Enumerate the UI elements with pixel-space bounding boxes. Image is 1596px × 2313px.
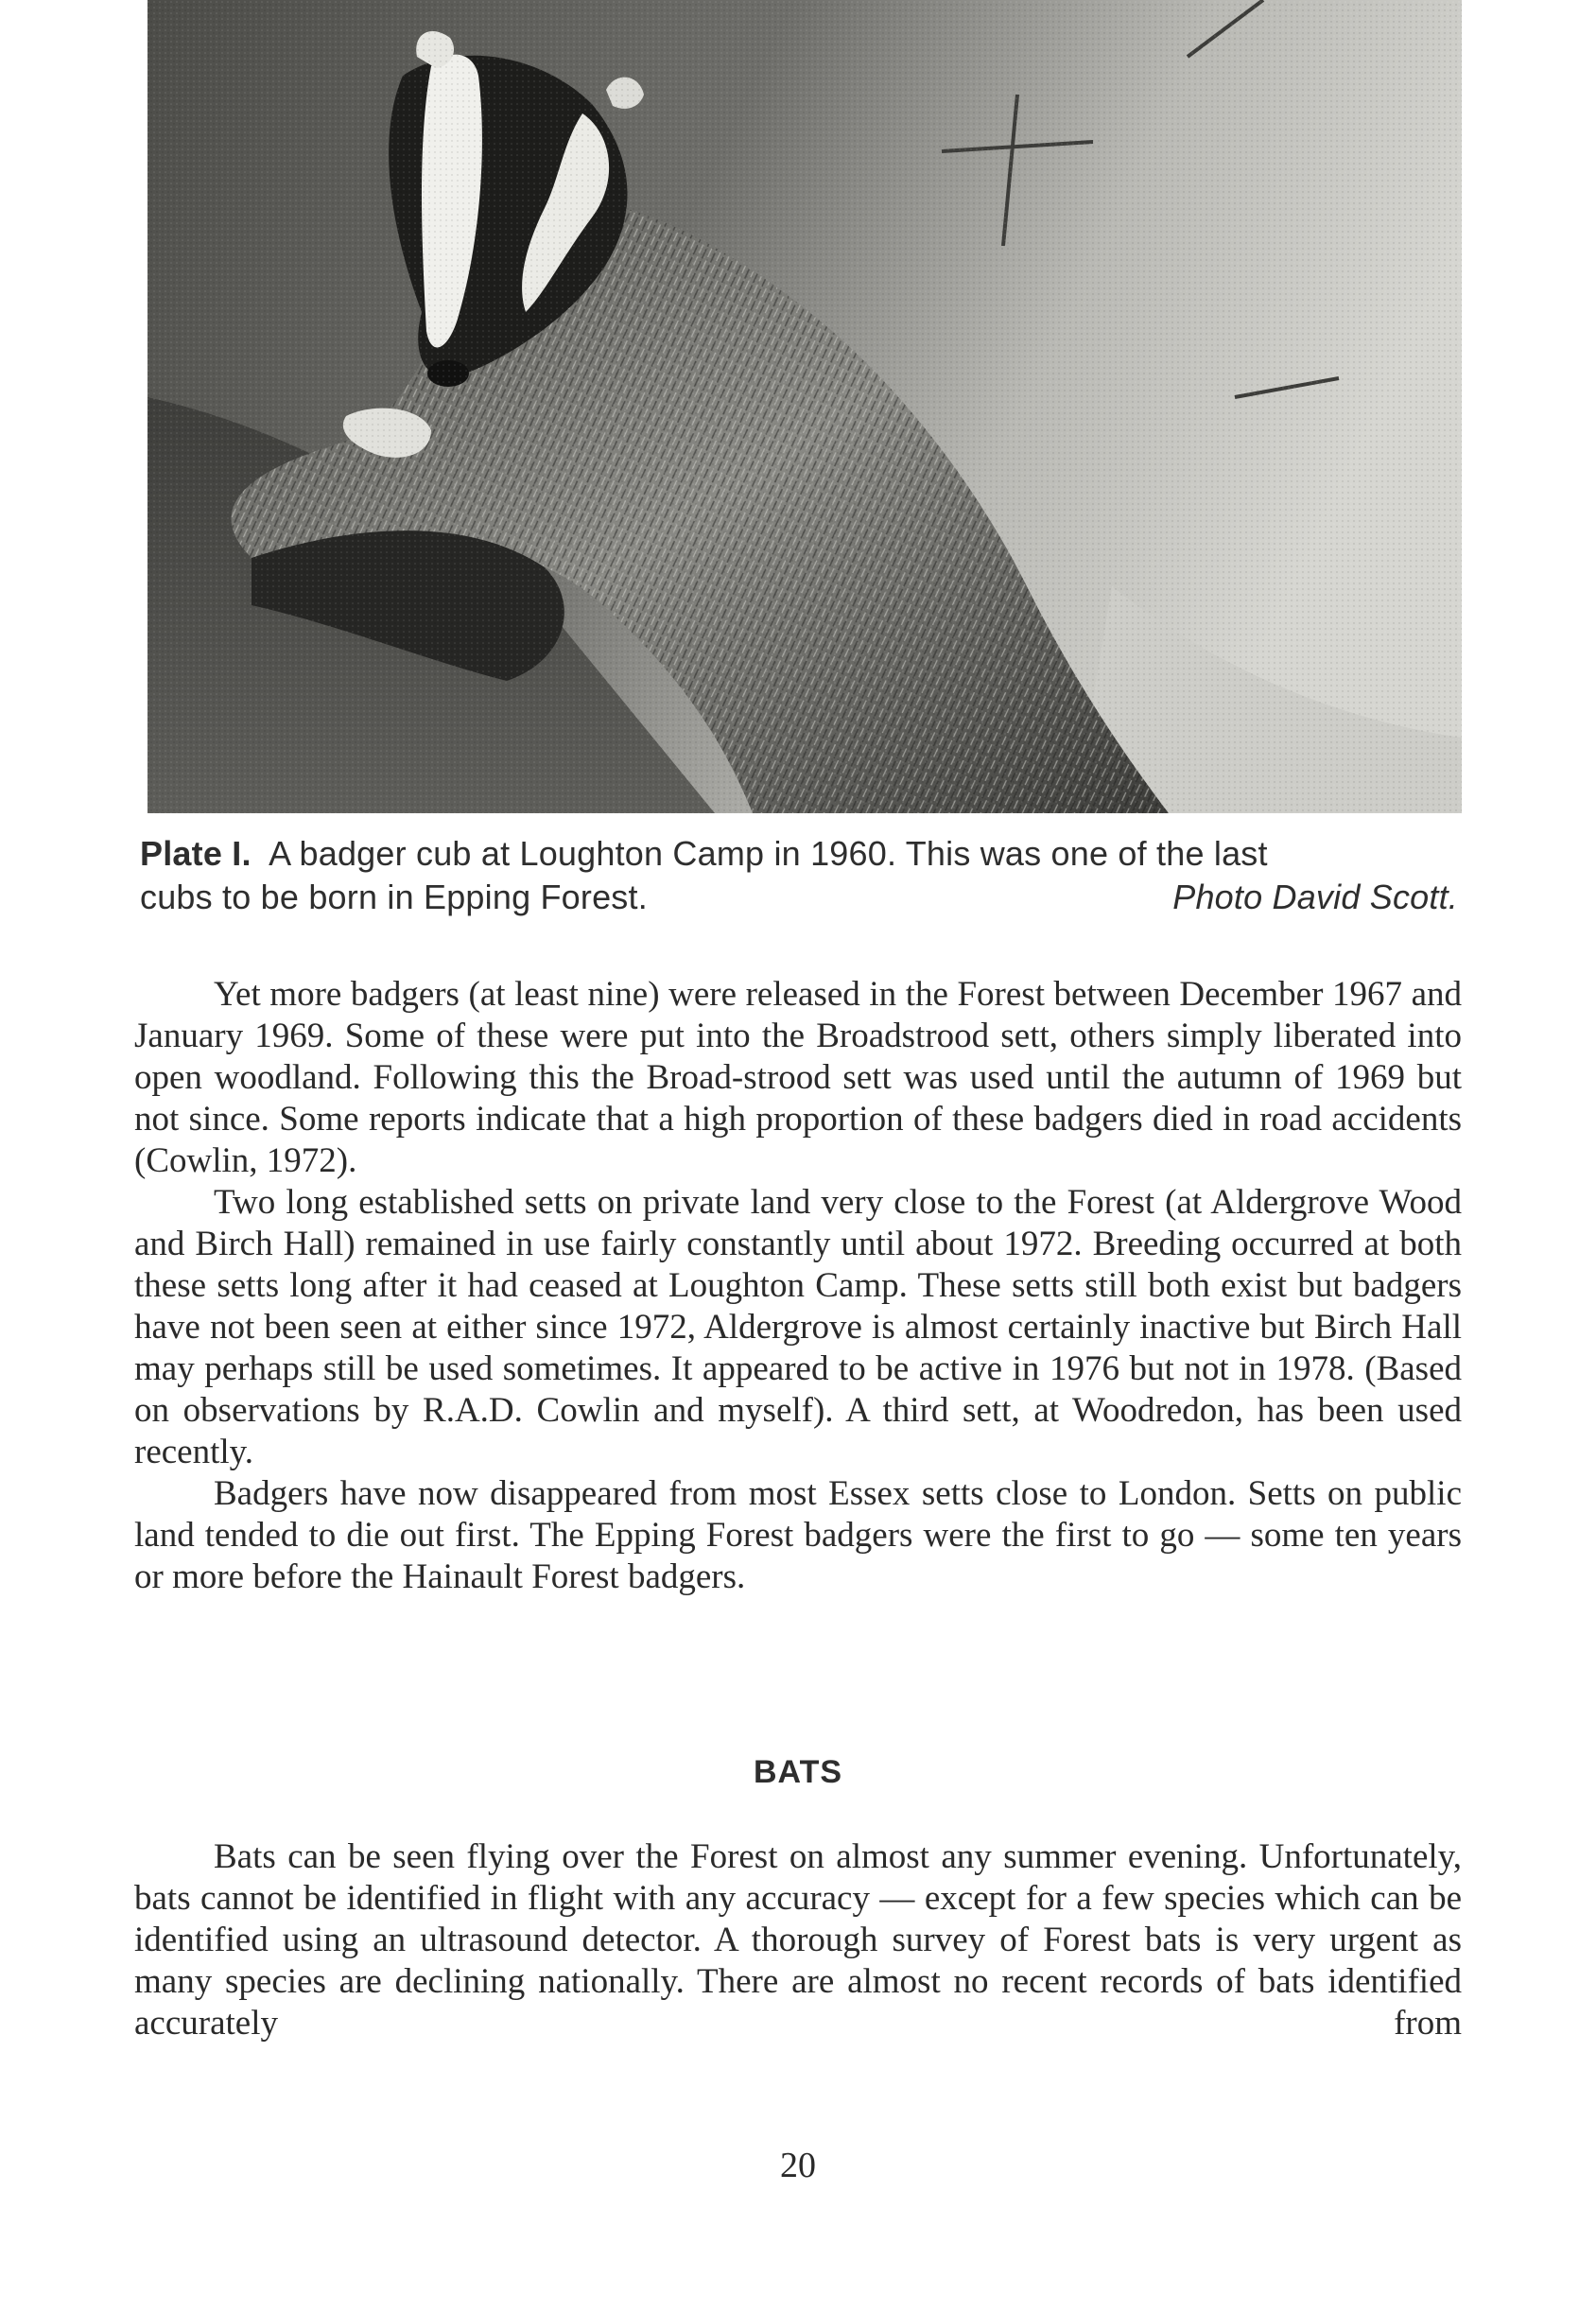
plate-label: Plate I. [140, 834, 252, 873]
badger-cub-photo [147, 0, 1462, 813]
caption-text-2: cubs to be born in Epping Forest. [140, 878, 648, 916]
paragraph: Yet more badgers (at least nine) were released in the Forest between December 1967 and January 1969. Some of these were put into the Broadstrood sett, others simply liberated into open woodland. Following this the Broad-strood sett was used until the autumn of 1969 but not since. Some reports indicate that a high proportion of these badgers died in road accidents (Cowlin, 1972). [134, 975, 1462, 1180]
bats-text [134, 1836, 1462, 2044]
caption-line-2 [140, 876, 1462, 919]
paragraph: Badgers have now disappeared from most Essex setts close to London. Setts on public land tended to die out first. The Epping Forest badgers were the first to go — some ten years or more before the Hainault Forest badgers. [134, 1474, 1462, 1596]
photo-credit: Photo David Scott. [1172, 878, 1458, 916]
section-heading-bats: BATS [753, 1754, 843, 1790]
paragraph: Bats can be seen flying over the Forest on almost any summer evening. Unfortunately, bats cannot be identified in flight with any accuracy — except for a few species which can be identified using an ultrasound detector. A thorough survey of Forest bats is very urgent as many species are declining nationally. There are almost no recent records of bats identified accurately from [134, 1837, 1462, 2043]
paragraph: Two long established setts on private land very close to the Forest (at Aldergrove Wood and Birch Hall) remained in use fairly constantly until about 1972. Breeding occurred at both these setts long after it had ceased at Loughton Camp. These setts still both exist but badgers have not been seen at either since 1972, Aldergrove is almost certainly inactive but Birch Hall may perhaps still be used sometimes. It appeared to be active in 1976 but not in 1978. (Based on observations by R.A.D. Cowlin and myself). A third sett, at Woodredon, has been used recently. [134, 1183, 1462, 1471]
badgers-text [134, 974, 1462, 1598]
caption-line-1 [140, 832, 1462, 876]
caption-text-1: A badger cub at Loughton Camp in 1960. This was one of the last [269, 834, 1268, 873]
plate-caption [140, 832, 1462, 919]
page-number: 20 [780, 2146, 816, 2185]
badger-photo-illustration [147, 0, 1462, 813]
